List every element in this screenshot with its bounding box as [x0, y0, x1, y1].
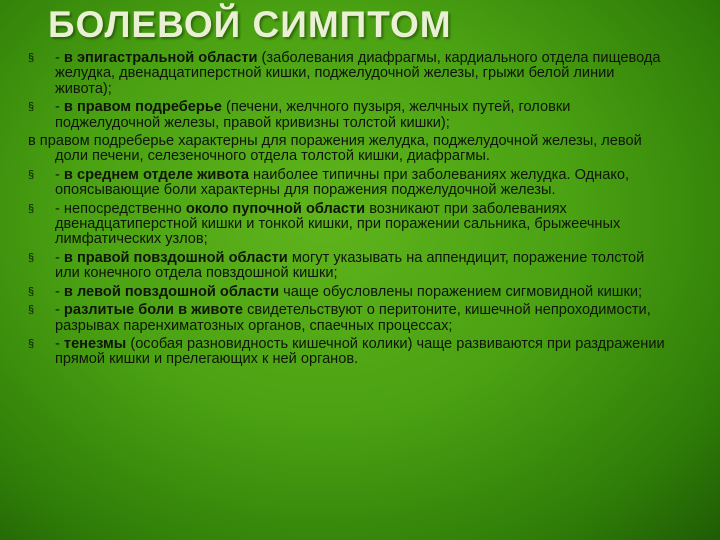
item-bold-term: в эпигастральной области — [63, 50, 258, 66]
item-prefix: - — [55, 50, 64, 66]
item-prefix: - — [55, 99, 64, 116]
slide-body — [28, 51, 668, 371]
item-bold-term: в правом подреберье — [63, 99, 222, 116]
item-prefix: - — [55, 166, 64, 183]
item-prefix: - — [55, 302, 64, 319]
bullet-icon: § — [28, 337, 35, 350]
item-text: наиболее типичны при заболеваниях желудка. Однако, опоясывающие боли характерны для поражения поджелудочной железы. — [55, 166, 630, 199]
paragraph: в правом подреберье характерны для поражения желудка, поджелудочной железы, левой доли печени, селезеночного отдела толстой кишки, диафрагмы. — [28, 133, 642, 165]
item-text: свидетельствуют о перитоните, кишечной непроходимости, разрывах паренхиматозных органов, спаечных процессах; — [55, 302, 651, 334]
slide-title: БОЛЕВОЙ СИМПТОМ — [48, 4, 452, 45]
list-item — [28, 303, 668, 334]
item-prefix: - — [55, 249, 64, 266]
bullet-icon: § — [28, 285, 35, 298]
bullet-icon: § — [28, 304, 35, 317]
bullet-icon: § — [28, 202, 35, 215]
item-text: чаще обусловлены поражением сигмовидной кишки; — [279, 283, 643, 300]
item-prefix: - — [55, 335, 64, 352]
list-item — [28, 51, 668, 97]
list-item — [28, 285, 668, 300]
item-bold-term: в правой повздошной области — [63, 249, 288, 266]
item-bold-term: около пупочной области — [185, 200, 366, 217]
item-bold-term: разлитые боли в животе — [63, 302, 244, 319]
bullet-icon: § — [28, 52, 35, 64]
item-text: (особая разновидность кишечной колики) чаще развиваются при раздражении прямой кишки и прелегающих к ней органов. — [55, 335, 665, 368]
list-item — [28, 168, 668, 199]
item-bold-term: тенезмы — [63, 335, 127, 352]
item-bold-term: в левой повздошной области — [63, 283, 280, 300]
item-text: (заболевания диафрагмы, кардиального отдела пищевода желудка, двенадцатиперстной кишки, поджелудочной железы, грыжи белой линии живота); — [55, 50, 661, 97]
bullet-icon: § — [28, 101, 35, 114]
item-prefix: - непосредственно — [55, 200, 186, 217]
list-item — [28, 251, 668, 282]
list-item — [28, 100, 668, 131]
item-text: возникают при заболеваниях двенадцатиперстной кишки и тонкой кишки, при поражении сальника, брыжеечных лимфатических узлов; — [55, 200, 621, 248]
list-item — [28, 337, 668, 368]
item-bold-term: в среднем отделе живота — [63, 166, 249, 183]
bullet-icon: § — [28, 251, 35, 264]
item-text: могут указывать на аппендицит, поражение толстой или конечного отдела повздошной кишки; — [55, 249, 645, 282]
bullet-icon: § — [28, 168, 35, 181]
list-item — [28, 202, 668, 248]
item-prefix: - — [55, 283, 64, 300]
item-text: (печени, желчного пузыря, желчных путей, головки поджелудочной железы, правой кривизны толстой кишки); — [55, 99, 571, 131]
